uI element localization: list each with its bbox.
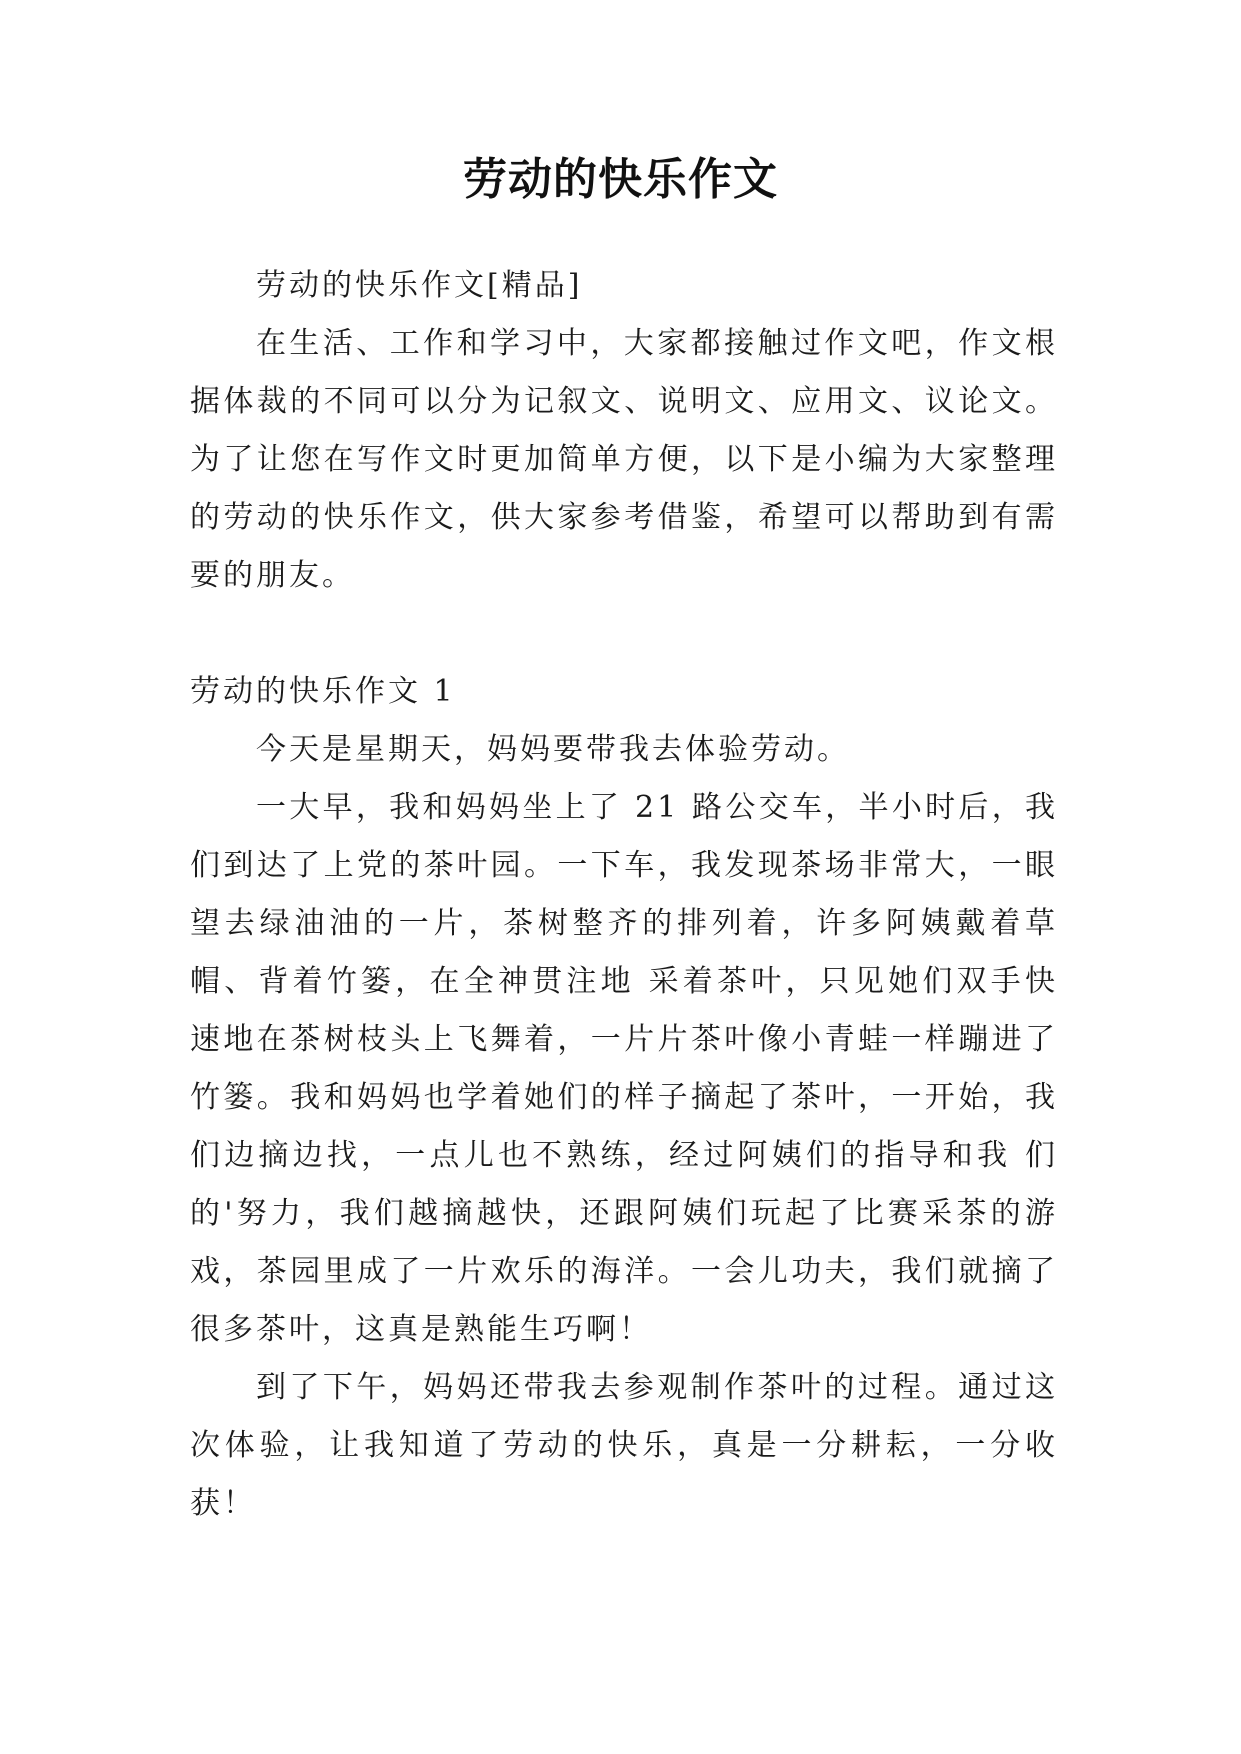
section-heading: 劳动的快乐作文 1 (190, 674, 456, 709)
section-spacer (190, 605, 1058, 663)
document-body (190, 257, 1058, 1533)
intro-paragraph: 在生活、工作和学习中，大家都接触过作文吧，作文根据体裁的不同可以分为记叙文、说明文、应用文、议论文。为了让您在写作文时更加简单方便，以下是小编为大家整理的劳动的快乐作文，供大家参考借鉴，希望可以帮助到有需要的朋友。 (190, 326, 1058, 593)
intro-subtitle: 劳动的快乐作文[精品] (256, 268, 583, 303)
section-paragraph-3: 到了下午，妈妈还带我去参观制作茶叶的过程。通过这次体验，让我知道了劳动的快乐，真是一分耕耘，一分收获！ (190, 1370, 1058, 1521)
section-paragraph-2: 一大早，我和妈妈坐上了 21 路公交车，半小时后，我们到达了上党的茶叶园。一下车，我发现茶场非常大，一眼望去绿油油的一片，茶树整齐的排列着，许多阿姨戴着草帽、背着竹篓，在全神贯注地 采着茶叶，只见她们双手快速地在茶树枝头上飞舞着，一片片茶叶像小青蛙一样蹦进了竹篓。我和妈妈也学着她们的样子摘起了茶叶，一开始，我们边摘边找，一点儿也不熟练，经过阿姨们的指导和我 们的'努力，我们越摘越快，还跟阿姨们玩起了比赛采茶的游戏，茶园里成了一片欢乐的海洋。一会儿功夫，我们就摘了很多茶叶，这真是熟能生巧啊！ (190, 790, 1058, 1347)
section-paragraph-1: 今天是星期天，妈妈要带我去体验劳动。 (256, 732, 850, 767)
document-title: 劳动的快乐作文 (463, 154, 778, 205)
